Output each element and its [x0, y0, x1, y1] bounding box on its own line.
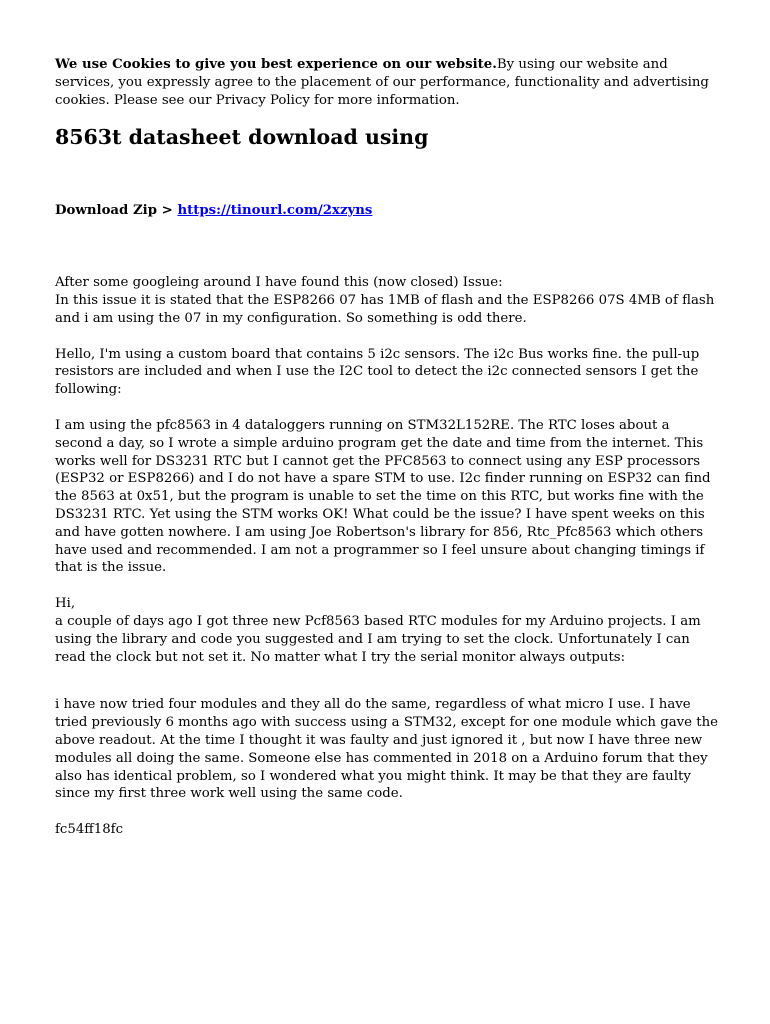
paragraph-new-modules-body: a couple of days ago I got three new Pcf8563 based RTC modules for my Arduino projects. I am using the library and code you suggested and I am trying to set the clock. Unfortunately I can read the clock but not set it. No matter what I try the serial monitor always outputs: [55, 613, 701, 665]
paragraph-issue [55, 274, 720, 327]
page-title: 8563t datasheet download using [55, 125, 429, 150]
download-link[interactable]: https://tinourl.com/2xzyns [177, 203, 373, 219]
cookie-notice-bold: We use Cookies to give you best experience on our website. [55, 57, 497, 72]
document-code: fc54ff18fc [55, 822, 124, 838]
paragraph-issue-line2: In this issue it is stated that the ESP8266 07 has 1MB of flash and the ESP8266 07S 4MB of flash and i am using the 07 in my configuration. So something is odd there. [55, 292, 715, 326]
paragraph-pfc8563-dataloggers: I am using the pfc8563 in 4 dataloggers running on STM32L152RE. The RTC loses about a second a day, so I wrote a simple arduino program get the date and time from the internet. This works well for DS3231 RTC but I cannot get the PFC8563 to connect using any ESP processors (ESP32 or ESP8266) and I do not have a spare STM to use. I2c finder running on ESP32 can find the 8563 at 0x51, but the program is unable to set the time on this RTC, but works fine with the DS3231 RTC. Yet using the STM works OK! What could be the issue? I have spent weeks on this and have gotten nowhere. I am using Joe Robertson's library for 856, Rtc_Pfc8563 which others have used and recommended. I am not a programmer so I feel unsure about changing timings if that is the issue. [55, 417, 711, 576]
download-label: Download Zip > [55, 203, 178, 219]
paragraph-new-modules-greeting: Hi, [55, 596, 76, 612]
paragraph-i2c-sensors: Hello, I'm using a custom board that contains 5 i2c sensors. The i2c Bus works fine. the pull-up resistors are included and when I use the I2C tool to detect the i2c connected sensors I get the following: [55, 346, 700, 398]
paragraph-four-modules: i have now tried four modules and they all do the same, regardless of what micro I use. I have tried previously 6 months ago with success using a STM32, except for one module which gave the above readout. At the time I thought it was faulty and just ignored it , but now I have three new modules all doing the same. Someone else has commented in 2018 on a Arduino forum that they also has identical problem, so I wondered what you might think. It may be that they are faulty since my first three work well using the same code. [55, 697, 719, 802]
paragraph-new-modules [55, 595, 720, 666]
cookie-notice [55, 56, 720, 109]
download-line [55, 202, 720, 220]
document-page [55, 56, 720, 839]
cookie-notice-text: By using our website and services, you expressly agree to the placement of our performance, functionality and advertising cookies. Please see our Privacy Policy for more information. [55, 57, 709, 108]
paragraph-issue-line1: After some googleing around I have found this (now closed) Issue: [55, 275, 503, 291]
